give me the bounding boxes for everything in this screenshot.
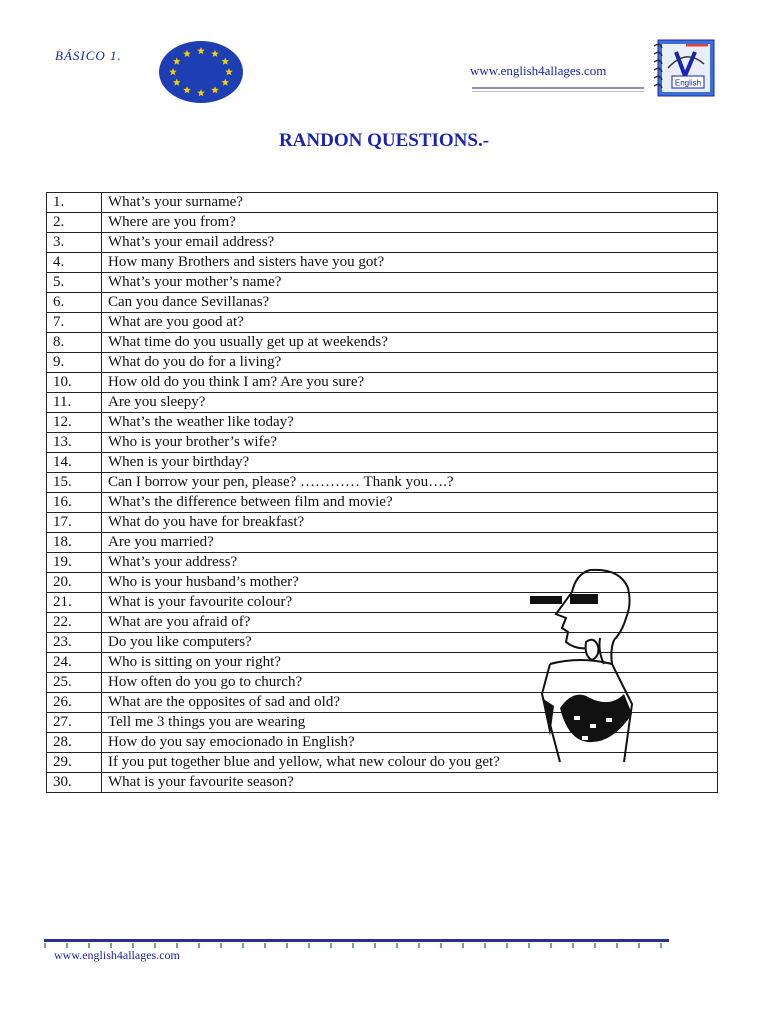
question-text: What’s your email address?	[102, 233, 718, 253]
question-number: 6.	[47, 293, 102, 313]
page-title: RANDON QUESTIONS.-	[278, 130, 490, 151]
question-text: How often do you go to church?	[102, 673, 718, 693]
question-text: How old do you think I am? Are you sure?	[102, 373, 718, 393]
question-text: What’s the difference between film and movie?	[102, 493, 718, 513]
table-row	[47, 773, 718, 793]
question-number: 24.	[47, 653, 102, 673]
question-text: What are you afraid of?	[102, 613, 718, 633]
question-text: What are the opposites of sad and old?	[102, 693, 718, 713]
question-number: 5.	[47, 273, 102, 293]
question-text: What do you have for breakfast?	[102, 513, 718, 533]
table-row	[47, 453, 718, 473]
question-number: 30.	[47, 773, 102, 793]
thinking-man-illustration	[530, 568, 640, 764]
question-number: 18.	[47, 533, 102, 553]
question-number: 21.	[47, 593, 102, 613]
footer-divider	[44, 939, 669, 942]
question-number: 29.	[47, 753, 102, 773]
question-text: What is your favourite colour?	[102, 593, 718, 613]
question-text: What’s your surname?	[102, 193, 718, 213]
table-row	[47, 473, 718, 493]
question-text: What’s your mother’s name?	[102, 273, 718, 293]
table-row	[47, 393, 718, 413]
question-number: 22.	[47, 613, 102, 633]
question-text: What’s the weather like today?	[102, 413, 718, 433]
question-number: 15.	[47, 473, 102, 493]
question-number: 11.	[47, 393, 102, 413]
question-text: Can I borrow your pen, please? ………… Thank you….?	[102, 473, 718, 493]
question-text: How many Brothers and sisters have you got?	[102, 253, 718, 273]
table-row	[47, 493, 718, 513]
question-text: What’s your address?	[102, 553, 718, 573]
logo-label: English	[674, 78, 702, 88]
question-number: 26.	[47, 693, 102, 713]
table-row	[47, 193, 718, 213]
table-row	[47, 293, 718, 313]
table-row	[47, 233, 718, 253]
question-number: 9.	[47, 353, 102, 373]
question-text: What do you do for a living?	[102, 353, 718, 373]
question-number: 2.	[47, 213, 102, 233]
question-text: What time do you usually get up at weekends?	[102, 333, 718, 353]
question-text: What is your favourite season?	[102, 773, 718, 793]
table-row	[47, 333, 718, 353]
footer-site-link[interactable]: www.english4allages.com	[54, 948, 180, 962]
question-number: 17.	[47, 513, 102, 533]
question-number: 27.	[47, 713, 102, 733]
table-row	[47, 413, 718, 433]
question-text: If you put together blue and yellow, what new colour do you get?	[102, 753, 718, 773]
question-number: 23.	[47, 633, 102, 653]
question-text: When is your birthday?	[102, 453, 718, 473]
english-notebook-logo-icon	[646, 38, 716, 98]
question-text: What are you good at?	[102, 313, 718, 333]
table-row	[47, 353, 718, 373]
question-text: Do you like computers?	[102, 633, 718, 653]
question-number: 28.	[47, 733, 102, 753]
question-text: Can you dance Sevillanas?	[102, 293, 718, 313]
header-divider-thin	[472, 91, 644, 92]
question-text: Who is your brother’s wife?	[102, 433, 718, 453]
table-row	[47, 213, 718, 233]
question-number: 1.	[47, 193, 102, 213]
question-number: 20.	[47, 573, 102, 593]
question-number: 19.	[47, 553, 102, 573]
question-text: Tell me 3 things you are wearing	[102, 713, 718, 733]
eu-flag-icon	[158, 40, 244, 104]
header-divider	[472, 87, 644, 89]
question-number: 8.	[47, 333, 102, 353]
question-number: 10.	[47, 373, 102, 393]
question-number: 13.	[47, 433, 102, 453]
table-row	[47, 433, 718, 453]
question-number: 14.	[47, 453, 102, 473]
question-number: 12.	[47, 413, 102, 433]
question-text: Where are you from?	[102, 213, 718, 233]
question-number: 25.	[47, 673, 102, 693]
question-number: 4.	[47, 253, 102, 273]
question-number: 16.	[47, 493, 102, 513]
question-text: Are you married?	[102, 533, 718, 553]
table-row	[47, 513, 718, 533]
question-text: How do you say emocionado in English?	[102, 733, 718, 753]
question-text: Are you sleepy?	[102, 393, 718, 413]
level-label: BÁSICO 1.	[55, 48, 122, 63]
question-text: Who is your husband’s mother?	[102, 573, 718, 593]
table-row	[47, 533, 718, 553]
table-row	[47, 253, 718, 273]
header-site-link[interactable]: www.english4allages.com	[470, 63, 607, 78]
table-row	[47, 273, 718, 293]
question-number: 7.	[47, 313, 102, 333]
table-row	[47, 373, 718, 393]
table-row	[47, 313, 718, 333]
question-text: Who is sitting on your right?	[102, 653, 718, 673]
question-number: 3.	[47, 233, 102, 253]
